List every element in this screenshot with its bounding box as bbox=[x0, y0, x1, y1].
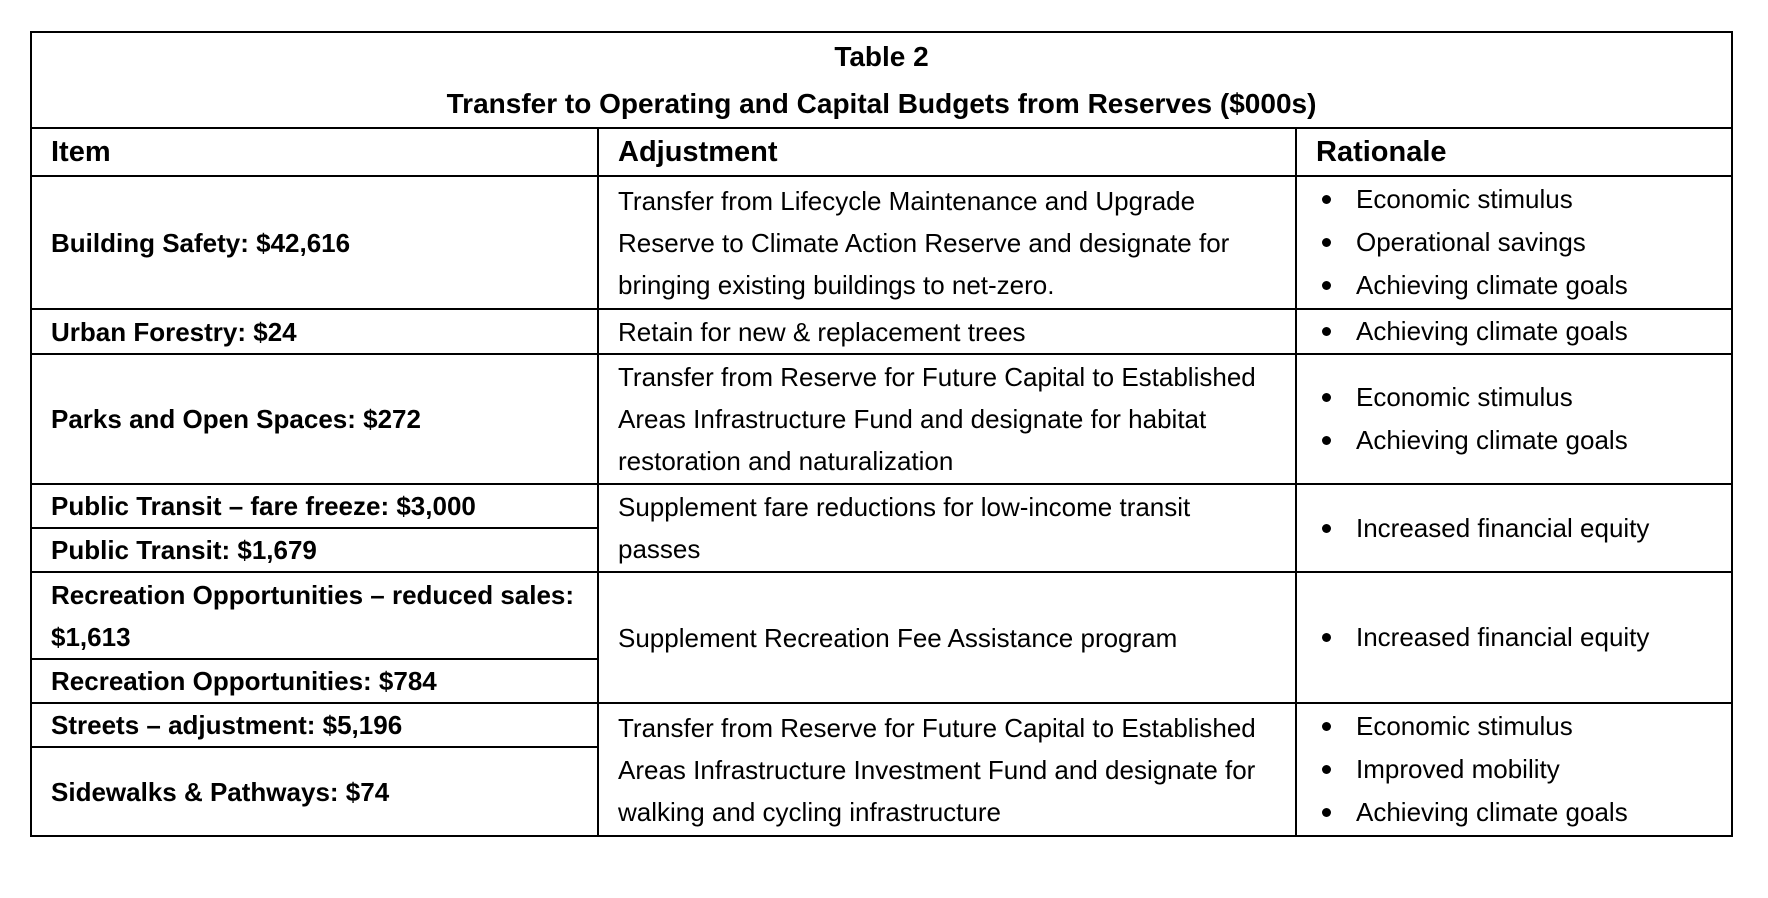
title-row bbox=[31, 32, 1732, 128]
item-cell: Building Safety: $42,616 bbox=[31, 176, 598, 309]
header-adjustment: Adjustment bbox=[598, 128, 1296, 176]
rationale-cell bbox=[1296, 176, 1732, 309]
list-item: Increased financial equity bbox=[1316, 507, 1712, 550]
adjustment-cell: Retain for new & replacement trees bbox=[598, 309, 1296, 354]
adjustment-cell: Transfer from Reserve for Future Capital to Established Areas Infrastructure Fund and designate for habitat restoration and naturalization bbox=[598, 354, 1296, 484]
table-number: Table 2 bbox=[834, 41, 929, 72]
adjustment-cell: Supplement Recreation Fee Assistance program bbox=[598, 572, 1296, 703]
header-row bbox=[31, 128, 1732, 176]
table-row bbox=[31, 484, 1732, 528]
item-cell: Streets – adjustment: $5,196 bbox=[31, 703, 598, 747]
table-row bbox=[31, 354, 1732, 484]
item-cell: Recreation Opportunities: $784 bbox=[31, 659, 598, 703]
adjustment-cell: Transfer from Reserve for Future Capital to Established Areas Infrastructure Investment Fund and designate for walking and cycling infrastructure bbox=[598, 703, 1296, 836]
list-item: Improved mobility bbox=[1316, 748, 1712, 791]
list-item: Achieving climate goals bbox=[1316, 791, 1712, 834]
item-cell: Recreation Opportunities – reduced sales: $1,613 bbox=[31, 572, 598, 659]
table-row bbox=[31, 176, 1732, 309]
item-cell: Public Transit: $1,679 bbox=[31, 528, 598, 572]
table-row bbox=[31, 309, 1732, 354]
rationale-list bbox=[1316, 310, 1712, 353]
adjustment-cell: Transfer from Lifecycle Maintenance and Upgrade Reserve to Climate Action Reserve and designate for bringing existing buildings to net-zero. bbox=[598, 176, 1296, 309]
budget-table bbox=[30, 31, 1733, 837]
rationale-list bbox=[1316, 616, 1712, 659]
table-caption bbox=[31, 32, 1732, 128]
rationale-list bbox=[1316, 178, 1712, 307]
header-rationale: Rationale bbox=[1296, 128, 1732, 176]
list-item: Economic stimulus bbox=[1316, 178, 1712, 221]
rationale-cell bbox=[1296, 572, 1732, 703]
list-item: Achieving climate goals bbox=[1316, 310, 1712, 353]
rationale-cell bbox=[1296, 354, 1732, 484]
list-item: Operational savings bbox=[1316, 221, 1712, 264]
rationale-list bbox=[1316, 507, 1712, 550]
table-row bbox=[31, 703, 1732, 747]
list-item: Achieving climate goals bbox=[1316, 264, 1712, 307]
item-cell: Parks and Open Spaces: $272 bbox=[31, 354, 598, 484]
table-title: Transfer to Operating and Capital Budgets from Reserves ($000s) bbox=[446, 88, 1317, 119]
list-item: Increased financial equity bbox=[1316, 616, 1712, 659]
item-cell: Sidewalks & Pathways: $74 bbox=[31, 747, 598, 836]
table-row bbox=[31, 572, 1732, 659]
item-cell: Public Transit – fare freeze: $3,000 bbox=[31, 484, 598, 528]
item-cell: Urban Forestry: $24 bbox=[31, 309, 598, 354]
list-item: Economic stimulus bbox=[1316, 376, 1712, 419]
adjustment-cell: Supplement fare reductions for low-income transit passes bbox=[598, 484, 1296, 572]
list-item: Achieving climate goals bbox=[1316, 419, 1712, 462]
rationale-list bbox=[1316, 376, 1712, 462]
list-item: Economic stimulus bbox=[1316, 705, 1712, 748]
rationale-cell bbox=[1296, 309, 1732, 354]
rationale-cell bbox=[1296, 703, 1732, 836]
rationale-list bbox=[1316, 705, 1712, 834]
rationale-cell bbox=[1296, 484, 1732, 572]
header-item: Item bbox=[31, 128, 598, 176]
